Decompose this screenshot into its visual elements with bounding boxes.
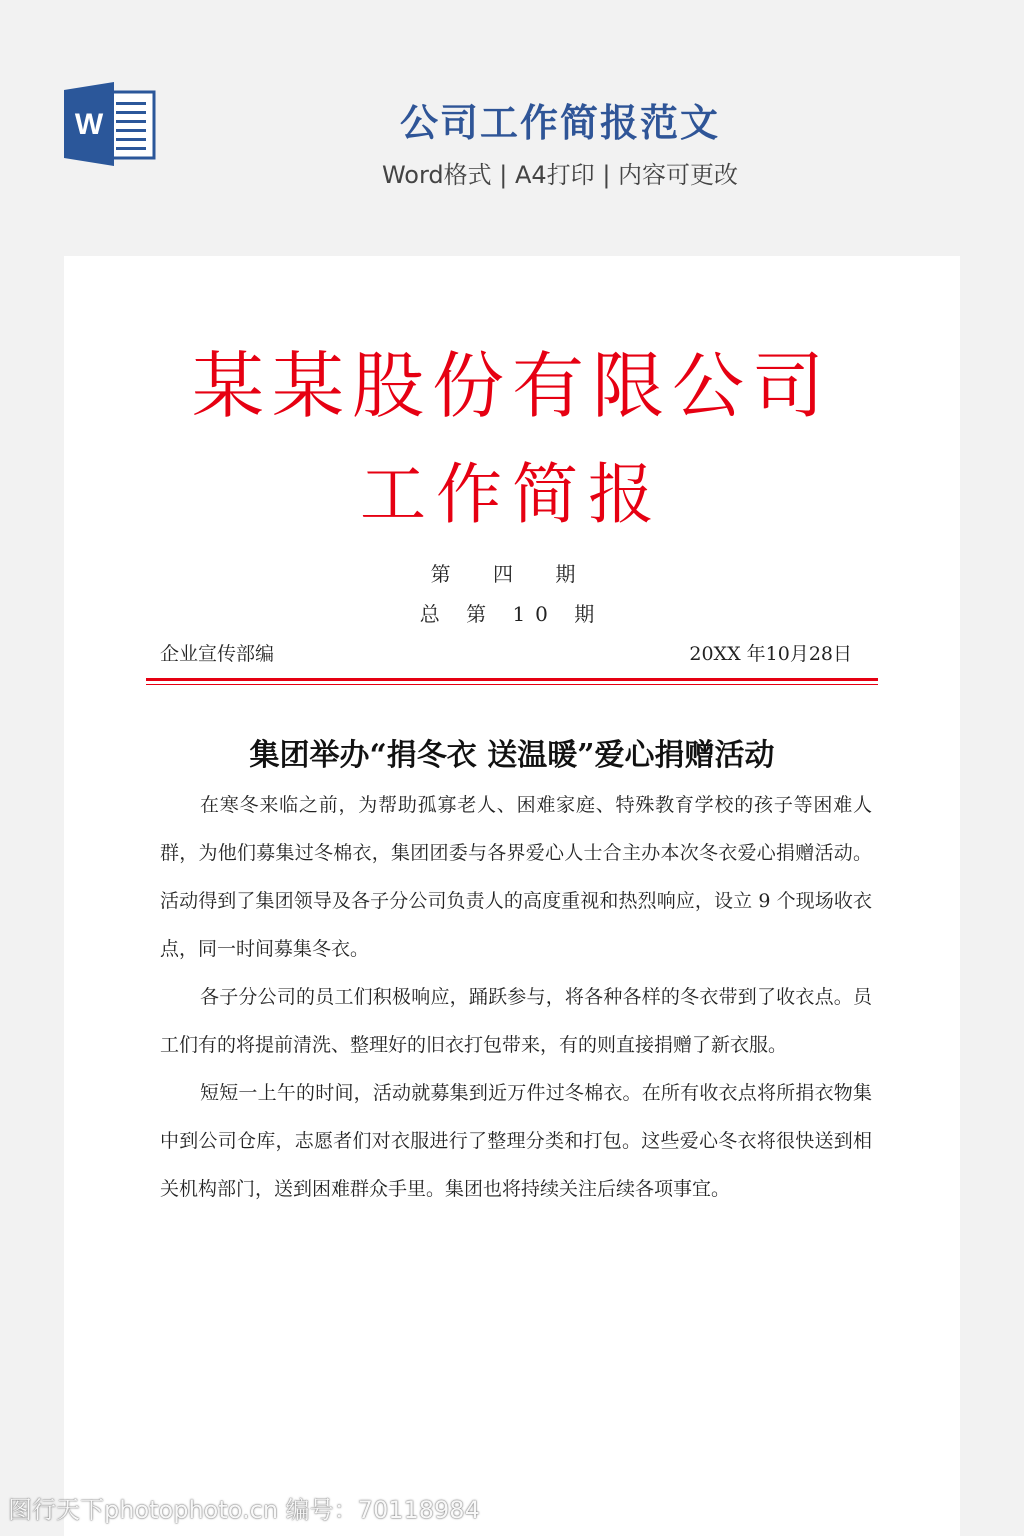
editor-label: 企业宣传部编 bbox=[160, 643, 275, 665]
document-page bbox=[64, 256, 960, 1536]
red-rule-thin bbox=[146, 684, 878, 685]
page-header bbox=[0, 0, 1024, 250]
red-rule-thick bbox=[146, 678, 878, 681]
page-title: 公司工作简报范文 bbox=[399, 101, 720, 145]
company-heading: 某某股份有限公司 bbox=[191, 344, 832, 428]
issue-date: 20XX 年10月28日 bbox=[689, 643, 852, 665]
bulletin-heading: 工作简报 bbox=[360, 456, 664, 533]
watermark: 图行天下photophoto.cn 编号：70118984 bbox=[8, 1496, 480, 1524]
article-title: 集团举办“捐冬衣 送温暖”爱心捐赠活动 bbox=[249, 738, 775, 773]
total-issue-number: 总 第 10 期 bbox=[419, 602, 605, 626]
article-paragraph: 短短一上午的时间，活动就募集到近万件过冬棉衣。在所有收衣点将所捐衣物集中到公司仓库，志愿者们对衣服进行了整理分类和打包。这些爱心冬衣将很快送到相关机构部门，送到困难群众手里。集团也将持续关注后续各项事宜。 bbox=[160, 1082, 872, 1200]
word-icon-letter: W bbox=[74, 108, 104, 141]
article-paragraph: 在寒冬来临之前，为帮助孤寡老人、困难家庭、特殊教育学校的孩子等困难人群，为他们募集过冬棉衣，集团团委与各界爱心人士合主办本次冬衣爱心捐赠活动。活动得到了集团领导及各子分公司负责人的高度重视和热烈响应，设立 9 个现场收衣点，同一时间募集冬衣。 bbox=[160, 794, 872, 960]
article-body bbox=[160, 781, 872, 1213]
word-icon bbox=[64, 82, 156, 166]
page-subtitle: Word格式 | A4打印 | 内容可更改 bbox=[381, 161, 739, 189]
issue-number: 第 四 期 bbox=[430, 562, 594, 586]
article-paragraph: 各子分公司的员工们积极响应，踊跃参与，将各种各样的冬衣带到了收衣点。员工们有的将提前清洗、整理好的旧衣打包带来，有的则直接捐赠了新衣服。 bbox=[160, 986, 872, 1056]
